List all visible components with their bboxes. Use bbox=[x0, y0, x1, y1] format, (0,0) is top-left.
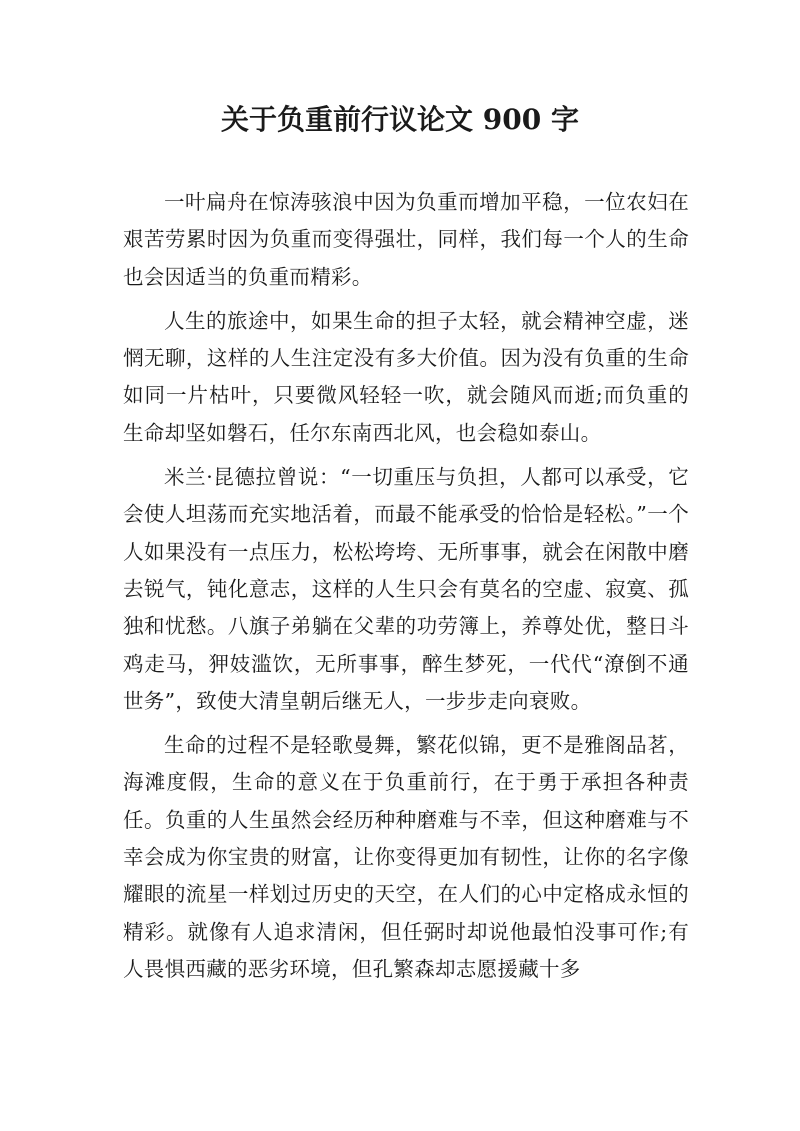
paragraph-3: 米兰·昆德拉曾说：“一切重压与负担，人都可以承受，它会使人坦荡而充实地活着，而最不能承受的恰恰是轻松。”一个人如果没有一点压力，松松垮垮、无所事事，就会在闲散中磨去锐气，钝化意志，这样的人生只会有莫名的空虚、寂寞、孤独和忧愁。八旗子弟躺在父辈的功劳簿上，养尊处优，整日斗鸡走马，狎妓滥饮，无所事事，醉生梦死，一代代“潦倒不通世务”，致使大清皇朝后继无人，一步步走向衰败。 bbox=[123, 465, 689, 713]
paragraph-1: 一叶扁舟在惊涛骇浪中因为负重而增加平稳，一位农妇在艰苦劳累时因为负重而变得强壮，同样，我们每一个人的生命也会因适当的负重而精彩。 bbox=[123, 190, 689, 289]
document-title: 关于负重前行议论文 900 字 bbox=[221, 103, 579, 136]
document-body bbox=[123, 184, 689, 995]
paragraph-2: 人生的旅途中，如果生命的担子太轻，就会精神空虚，迷惘无聊，这样的人生注定没有多大价值。因为没有负重的生命如同一片枯叶，只要微风轻轻一吹，就会随风而逝;而负重的生命却坚如磐石，任尔东南西北风，也会稳如泰山。 bbox=[123, 308, 689, 445]
paragraph-4: 生命的过程不是轻歌曼舞，繁花似锦，更不是雅阁品茗，海滩度假，生命的意义在于负重前行，在于勇于承担各种责任。负重的人生虽然会经历种种磨难与不幸，但这种磨难与不幸会成为你宝贵的财富，让你变得更加有韧性，让你的名字像耀眼的流星一样划过历史的天空，在人们的心中定格成永恒的精彩。就像有人追求清闲，但任弼时却说他最怕没事可作;有人畏惧西藏的恶劣环境，但孔繁森却志愿援藏十多 bbox=[123, 733, 689, 981]
